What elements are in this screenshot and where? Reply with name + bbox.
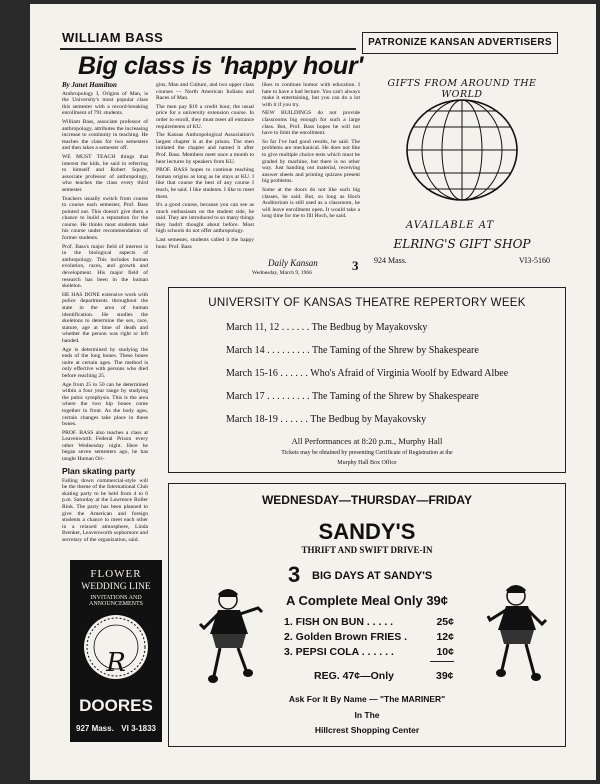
sandys-meal: A Complete Meal Only 39¢ <box>285 593 449 608</box>
sandys-menu <box>284 616 454 661</box>
schedule-row <box>226 368 556 391</box>
doores-ad <box>70 560 162 742</box>
schedule-date: March 11, 12 . . . . . . <box>226 322 310 333</box>
schedule-play: The Bedbug by Mayakovsky <box>310 414 427 425</box>
paragraph: HE HAS DONE extensive work with police departments throughout the state in the area of human identification. He studies the skeletons to determine the sex, race, stature, age at time of death and whether the person was right or left handed. <box>62 291 148 344</box>
paragraph: Some at the doors do not like such big classes, he said. But, so long as Hoch Auditorium is still used as a classroom, he will leave enrollment open. It would take a long time for me to fill Hoch, he said. <box>262 186 360 220</box>
paragraph: The Kansas Anthropological Association's largest chapter is at the prison. The men initiated the chapter and named it after Prof. Bass. Members meet once a month to hear lectures by speakers from KU. <box>156 132 254 165</box>
menu-item: 3. PEPSI COLA . . . . . . <box>284 646 394 658</box>
schedule-date: March 15-16 . . . . . . <box>226 368 308 379</box>
article-column-2 <box>156 82 254 252</box>
paragraph: Age from 25 to 50 can be determined within a four year range by studying the pubic symphysis. This is the area where the two hip bones come together in front. As the body ages, certain changes take place in these bones. <box>62 381 148 428</box>
schedule-row <box>226 414 556 437</box>
sandys-regular: REG. 47¢—Only <box>314 670 394 682</box>
sandys-regular-price: 39¢ <box>436 670 454 682</box>
schedule-play: Who's Afraid of Virginia Woolf by Edward Albee <box>310 368 509 379</box>
skating-head: Plan skating party <box>62 465 136 476</box>
theatre-schedule <box>226 322 556 437</box>
theatre-tickets-1: Tickets may be obtained by presenting Certificate of Registration at the <box>281 450 453 456</box>
kicker-rule <box>60 48 356 50</box>
paragraph: The men pay $10 a credit hour, the usual price for a university extension course. In order to enroll, they must meet all entrance requirements of KU. <box>156 103 254 130</box>
paragraph: WE MUST TEACH things that interest the kids, he said in referring to himself and Robert Squire, associate professor of anthropology, who teaches the class every third semester. <box>62 153 148 193</box>
doores-address: 927 Mass. <box>76 724 114 733</box>
gift-ad-shop: ELRING'S GIFT SHOP <box>393 237 531 251</box>
paragraph: It's a good course, because you can see as much enthusiasm on the student side, he said. They are introduced to so many things they hadn't thought about before. Most high schools do not offer anthropology. <box>156 202 254 235</box>
sandys-tagline: THRIFT AND SWIFT DRIVE-IN <box>301 545 433 555</box>
sandys-name: SANDY'S <box>318 519 416 544</box>
paragraph: PROF. BASS hopes to continue teaching human origins as long as he stays at KU. I like that course the best of any course I teach, he said. I like students. I like to meet them. <box>156 167 254 200</box>
menu-price: 10¢ <box>436 646 454 658</box>
doores-line3: INVITATIONS AND <box>90 595 142 601</box>
menu-item: 2. Golden Brown FRIES . <box>284 631 408 643</box>
schedule-date: March 14 . . . . . . . . . <box>226 345 310 356</box>
doores-line2: WEDDING LINE <box>81 582 151 592</box>
sandys-in-the: In The <box>354 710 380 720</box>
article-column-1 <box>62 82 148 546</box>
page-date: Wednesday, March 9, 1966 <box>252 270 312 276</box>
doores-line1: FLOWER <box>90 568 142 580</box>
schedule-date: March 18-19 . . . . . . <box>226 414 308 425</box>
schedule-row <box>226 345 556 368</box>
menu-row <box>284 646 454 661</box>
gift-ad-headline: GIFTS FROM AROUND THE WORLD <box>387 78 537 100</box>
theatre-title: UNIVERSITY OF KANSAS THEATRE REPERTORY WEEK <box>208 297 526 309</box>
globe-icon <box>366 94 558 204</box>
paper-name: Daily Kansan <box>268 258 318 268</box>
doores-line4: ANNOUNCEMENTS <box>89 601 143 607</box>
sandys-days: WEDNESDAY—THURSDAY—FRIDAY <box>261 493 473 507</box>
article-column-3 <box>262 82 360 222</box>
paragraph: Anthropology I, Origins of Man, is the University's most popular class this semester with a record-breaking enrollment of 791 students. <box>62 90 148 117</box>
gift-ad-address: 924 Mass. <box>374 256 407 265</box>
doores-name: DOORES <box>79 696 153 715</box>
sandys-big-days: BIG DAYS AT SANDY'S <box>312 570 433 582</box>
paragraph: Age is determined by studying the ends of the long bones. These bones unite at certain ages. The method is only effective with persons who died before reaching 25. <box>62 346 148 379</box>
doores-phone: VI 3-1833 <box>121 724 156 733</box>
doores-monogram: R <box>106 648 126 678</box>
sailor-figure-left-icon <box>196 584 266 694</box>
sandys-big-number: 3 <box>288 562 301 587</box>
paragraph: PROF. BASS also teaches a class at Leavenworth Federal Prison every other Wednesday night. Here he began seven semesters ago, he has taught Human Ori- <box>62 429 148 463</box>
sandys-ask: Ask For It By Name — "The MARINER" <box>288 694 446 704</box>
menu-price: 12¢ <box>436 631 454 643</box>
menu-price: 25¢ <box>436 616 454 628</box>
menu-rule <box>430 661 454 662</box>
skating-text: Falling down commercial-style will be the theme of the International Club skating party to be held from 4 to 6 p.m. Saturday at the Lawrence Roller Rink. The party has been planned to give the American and foreign students a chance to meet each other in a relaxed atmosphere, Linda Brenker, Leavenworth sophomore and secretary of the organization, said. <box>62 477 148 543</box>
paragraph: Last semester, students called it the happy hour. Prof. Bass <box>156 237 254 250</box>
patronize-banner-text: PATRONIZE KANSAN ADVERTISERS <box>368 37 552 48</box>
menu-row <box>284 631 454 646</box>
theatre-tickets-2: Murphy Hall Box Office <box>337 460 397 466</box>
theatre-performances: All Performances at 8:20 p.m., Murphy Hall <box>291 436 443 446</box>
paragraph: So far I've had good results, he said. The problems are mechanical. He does not like to give multiple choice tests which must be graded by machine, but there is no other way. Just handing out material, receiving answer sheets and printing quizzes present big problems. <box>262 138 360 185</box>
paragraph: likes to continue humor with education. I hate to have a bad lecture. You can't always make it entertaining, but you can do a lot with it if you try. <box>262 82 360 108</box>
schedule-date: March 17 . . . . . . . . . <box>226 391 310 402</box>
paragraph: NEW BUILDINGS do not provide classrooms big enough for such a large class. But, Prof. Bass hopes he will not have to limit the enrollment. <box>262 110 360 137</box>
sailor-figure-right-icon <box>482 580 552 690</box>
gift-ad-phone: VI3-5160 <box>518 256 550 265</box>
paragraph: Teachers usually switch from course to course each semester, Prof. Bass pointed out. This doesn't give them a chance to build a reputation for the course. He thinks most students take his course under recommendation of former students. <box>62 195 148 242</box>
schedule-play: The Bedbug by Mayakovsky <box>311 322 428 333</box>
schedule-row <box>226 391 556 414</box>
page-number: 3 <box>352 258 359 273</box>
kicker: WILLIAM BASS <box>62 30 164 45</box>
paragraph: William Bass, associate professor of anthropology, attributes the increasing increase to continuity in teaching. He teaches the class for two semesters and then takes a semester off. <box>62 118 148 152</box>
schedule-play: The Taming of the Shrew by Shakespeare <box>311 391 479 402</box>
menu-row <box>284 616 454 631</box>
schedule-row <box>226 322 556 345</box>
headline: Big class is 'happy hour' <box>78 52 364 80</box>
paragraph: gins, Man and Culture, and two upper class courses — North American Indians and Races of Man. <box>156 82 254 102</box>
sandys-center: Hillcrest Shopping Center <box>314 725 420 735</box>
menu-item: 1. FISH ON BUN . . . . . <box>284 616 394 628</box>
gift-ad <box>366 72 558 276</box>
paragraph: Prof. Bass's major field of interest is in the biological aspects of anthropology. This includes human evolution, races, and growth and development. His major field of research has been in the human skeleton. <box>62 243 148 290</box>
schedule-play: The Taming of the Shrew by Shakespeare <box>311 345 479 356</box>
byline: By Janet Hamilton <box>62 81 117 89</box>
gift-ad-available: AVAILABLE AT <box>406 220 495 231</box>
